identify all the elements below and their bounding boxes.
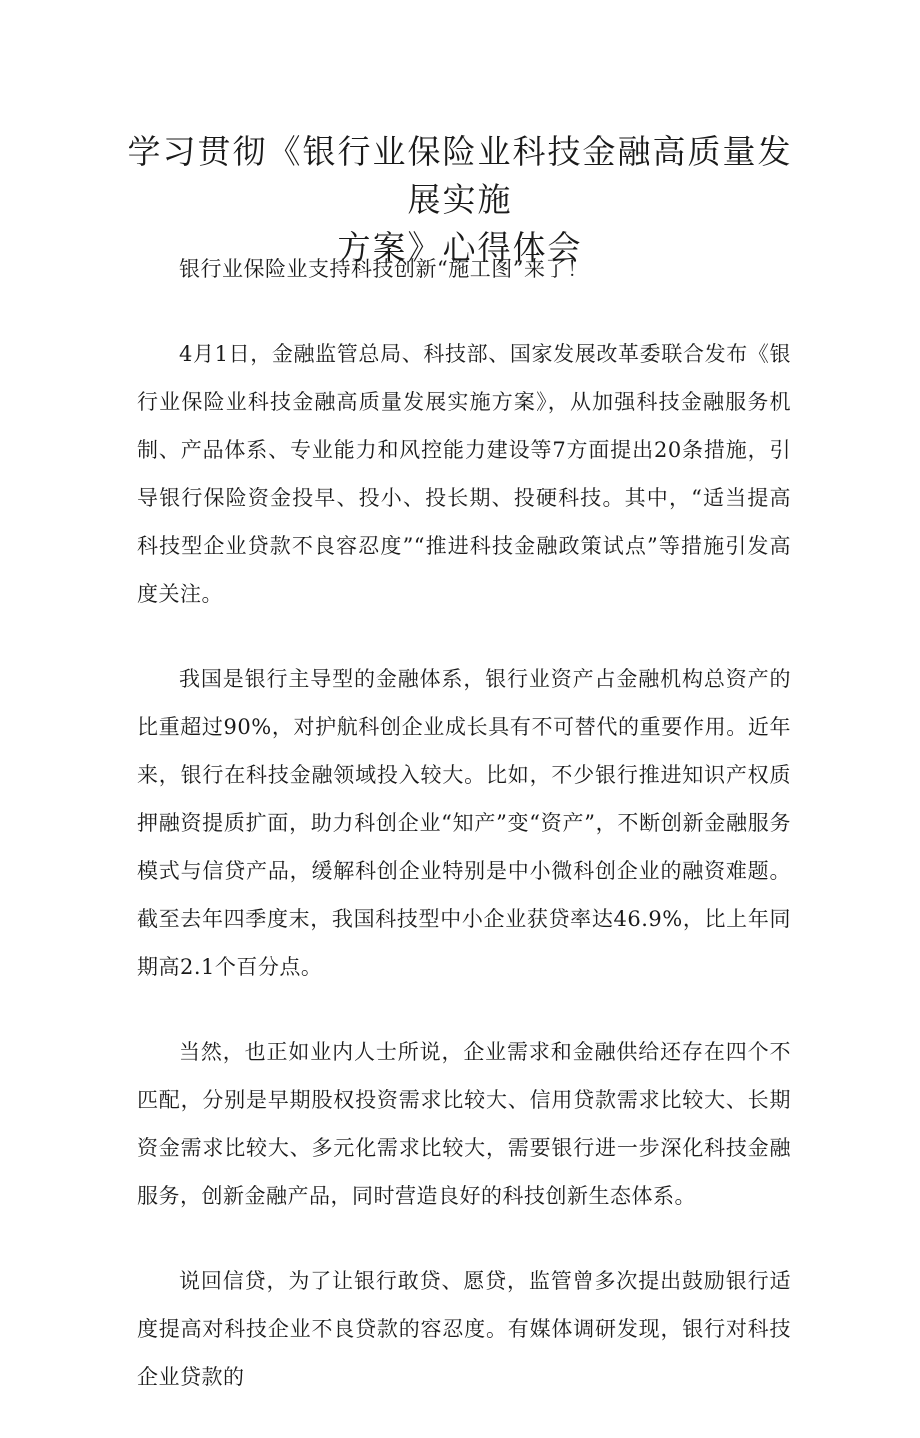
title-line-1: 学习贯彻《银行业保险业科技金融高质量发展实施 (127, 132, 793, 219)
paragraph-mismatch: 当然，也正如业内人士所说，企业需求和金融供给还存在四个不匹配，分别是早期股权投资需求比较大、信用贷款需求比较大、长期资金需求比较大、多元化需求比较大，需要银行进一步深化科技金融服务，创新金融产品，同时营造良好的科技创新生态体系。 (137, 1040, 791, 1208)
paragraph-announcement: 4月1日，金融监管总局、科技部、国家发展改革委联合发布《银行业保险业科技金融高质量发展实施方案》，从加强科技金融服务机制、产品体系、专业能力和风控能力建设等7方面提出20条措施，引导银行保险资金投早、投小、投长期、投硬科技。其中，“适当提高科技型企业贷款不良容忍度”“推进科技金融政策试点”等措施引发高度关注。 (137, 342, 791, 606)
paragraph-credit: 说回信贷，为了让银行敢贷、愿贷，监管曾多次提出鼓励银行适度提高对科技企业不良贷款的容忍度。有媒体调研发现，银行对科技企业贷款的 (137, 1269, 791, 1389)
title-line-2: 方案》心得体会 (337, 228, 583, 267)
paragraph-intro: 银行业保险业支持科技创新“施工图”来了！ (179, 257, 589, 281)
document-body (137, 245, 791, 1438)
paragraph-banking-system: 我国是银行主导型的金融体系，银行业资产占金融机构总资产的比重超过90%，对护航科创企业成长具有不可替代的重要作用。近年来，银行在科技金融领域投入较大。比如，不少银行推进知识产权质押融资提质扩面，助力科创企业“知产”变“资产”，不断创新金融服务模式与信贷产品，缓解科创企业特别是中小微科创企业的融资难题。截至去年四季度末，我国科技型中小企业获贷率达46.9%，比上年同期高2.1个百分点。 (137, 667, 791, 979)
